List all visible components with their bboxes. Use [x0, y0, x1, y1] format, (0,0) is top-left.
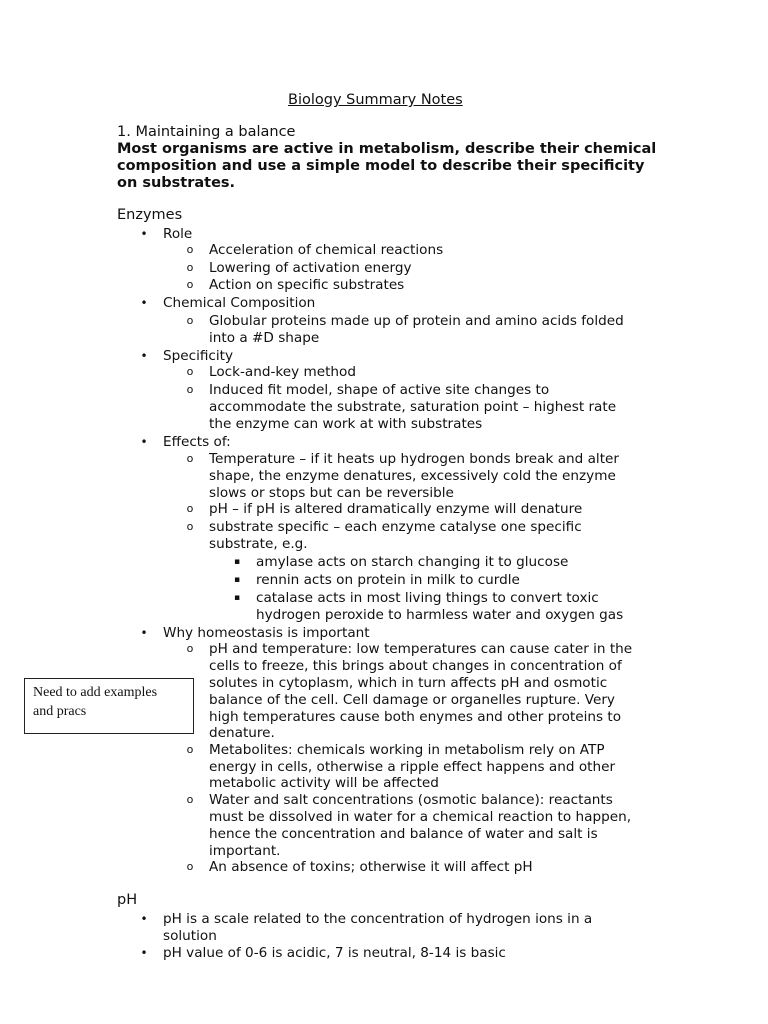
- bullet-icon: •: [140, 946, 148, 960]
- list-item-continuation: solutes in cytoplasm, which in turn affects pH and osmotic: [209, 675, 608, 691]
- circle-bullet-icon: o: [186, 314, 194, 327]
- list-item-continuation: the enzyme can work at with substrates: [209, 416, 483, 432]
- list-item: Acceleration of chemical reactions: [209, 242, 444, 258]
- list-item-continuation: into a #D shape: [209, 330, 320, 346]
- margin-note: [24, 678, 194, 734]
- list-item-continuation: cells to freeze, this brings about changes in concentration of: [209, 658, 622, 674]
- list-item-continuation: hence the concentration and balance of water and salt is: [209, 826, 598, 842]
- list-item: Lowering of activation energy: [209, 260, 412, 276]
- circle-bullet-icon: o: [186, 383, 194, 396]
- list-item-continuation: important.: [209, 843, 281, 859]
- bullet-icon: •: [140, 912, 148, 926]
- list-item: catalase acts in most living things to convert toxic: [256, 590, 599, 606]
- square-bullet-icon: ▪: [233, 575, 241, 585]
- list-item-continuation: energy in cells, otherwise a ripple effect happens and other: [209, 759, 616, 775]
- circle-bullet-icon: o: [186, 642, 194, 655]
- list-item: Temperature – if it heats up hydrogen bonds break and alter: [209, 451, 619, 467]
- square-bullet-icon: ▪: [233, 593, 241, 603]
- list-item: pH is a scale related to the concentration of hydrogen ions in a: [163, 911, 593, 927]
- bullet-icon: •: [140, 435, 148, 449]
- list-item: Specificity: [163, 348, 234, 364]
- circle-bullet-icon: o: [186, 743, 194, 756]
- bullet-icon: •: [140, 296, 148, 310]
- list-item: pH and temperature: low temperatures can cause cater in the: [209, 641, 633, 657]
- list-item: rennin acts on protein in milk to curdle: [256, 572, 520, 588]
- bullet-icon: •: [140, 349, 148, 363]
- circle-bullet-icon: o: [186, 365, 194, 378]
- question-line: Most organisms are active in metabolism, describe their chemical: [117, 141, 657, 157]
- square-bullet-icon: ▪: [233, 557, 241, 567]
- ph-heading: pH: [117, 892, 138, 908]
- list-item: Why homeostasis is important: [163, 625, 370, 641]
- list-item: substrate specific – each enzyme catalyse one specific: [209, 519, 582, 535]
- list-item: Chemical Composition: [163, 295, 316, 311]
- question-line: on substrates.: [117, 175, 236, 191]
- question-line: composition and use a simple model to describe their specificity: [117, 158, 645, 174]
- document-title: Biology Summary Notes: [288, 92, 463, 108]
- list-item-continuation: substrate, e.g.: [209, 536, 308, 552]
- enzymes-heading: Enzymes: [117, 207, 183, 223]
- list-item: An absence of toxins; otherwise it will affect pH: [209, 859, 533, 875]
- list-item: Lock-and-key method: [209, 364, 356, 380]
- circle-bullet-icon: o: [186, 278, 194, 291]
- list-item: Induced fit model, shape of active site changes to: [209, 382, 550, 398]
- margin-note-line: Need to add examples: [33, 685, 158, 700]
- circle-bullet-icon: o: [186, 261, 194, 274]
- list-item: Effects of:: [163, 434, 231, 450]
- circle-bullet-icon: o: [186, 520, 194, 533]
- circle-bullet-icon: o: [186, 793, 194, 806]
- list-item: Metabolites: chemicals working in metabolism rely on ATP: [209, 742, 605, 758]
- list-item-continuation: balance of the cell. Cell damage or organelles rupture. Very: [209, 692, 615, 708]
- section-heading: 1. Maintaining a balance: [117, 124, 296, 140]
- circle-bullet-icon: o: [186, 452, 194, 465]
- list-item-continuation: must be dissolved in water for a chemical reaction to happen,: [209, 809, 632, 825]
- list-item: amylase acts on starch changing it to glucose: [256, 554, 569, 570]
- list-item: pH – if pH is altered dramatically enzyme will denature: [209, 501, 583, 517]
- list-item: pH value of 0-6 is acidic, 7 is neutral, 8-14 is basic: [163, 945, 506, 961]
- margin-note-line: and pracs: [33, 704, 87, 719]
- bullet-icon: •: [140, 626, 148, 640]
- list-item-continuation: slows or stops but can be reversible: [209, 485, 454, 501]
- list-item: Water and salt concentrations (osmotic balance): reactants: [209, 792, 613, 808]
- bullet-icon: •: [140, 227, 148, 241]
- list-item-continuation: solution: [163, 928, 217, 944]
- list-item-continuation: metabolic activity will be affected: [209, 775, 439, 791]
- list-item-continuation: accommodate the substrate, saturation point – highest rate: [209, 399, 617, 415]
- list-item: Role: [163, 226, 193, 242]
- circle-bullet-icon: o: [186, 860, 194, 873]
- list-item: Globular proteins made up of protein and amino acids folded: [209, 313, 624, 329]
- syllabus-question: [117, 141, 656, 192]
- list-item-continuation: denature.: [209, 725, 275, 741]
- circle-bullet-icon: o: [186, 502, 194, 515]
- list-item-continuation: hydrogen peroxide to harmless water and oxygen gas: [256, 607, 624, 623]
- circle-bullet-icon: o: [186, 243, 194, 256]
- list-item-continuation: shape, the enzyme denatures, excessively cold the enzyme: [209, 468, 616, 484]
- list-item: Action on specific substrates: [209, 277, 405, 293]
- list-item-continuation: high temperatures cause both enymes and other proteins to: [209, 709, 622, 725]
